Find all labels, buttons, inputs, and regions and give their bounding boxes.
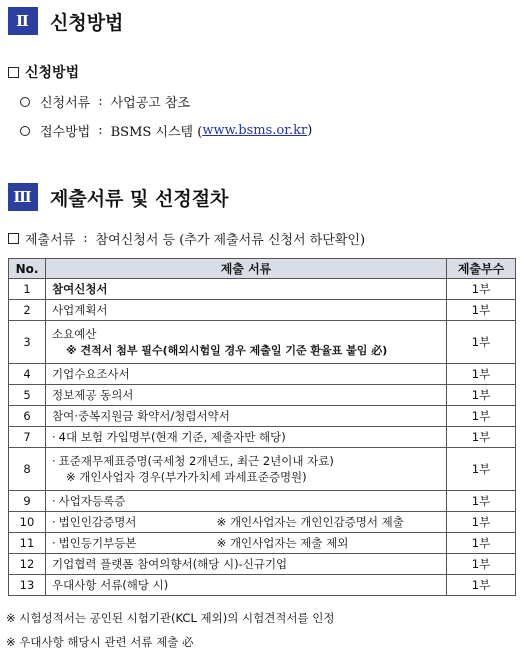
bullet-dot: · <box>52 454 56 468</box>
bullet-dot: · <box>52 515 56 529</box>
section-header <box>8 183 228 211</box>
section-header <box>8 7 123 35</box>
footnote: ※ 우대사항 해당시 관련 서류 제출 必 <box>6 635 194 649</box>
row-qty: 1부 <box>447 512 516 533</box>
bullet-dot: · <box>52 494 56 508</box>
item-label: 신청서류 <box>40 96 91 111</box>
row-doc-cell <box>46 512 447 533</box>
section-number: Ⅱ <box>8 7 38 35</box>
table-header-row <box>9 259 516 279</box>
row-qty: 1부 <box>447 406 516 427</box>
table-row <box>9 533 516 554</box>
header-no: No. <box>9 259 46 279</box>
row-qty: 1부 <box>447 448 516 491</box>
row-doc-cell <box>46 533 447 554</box>
row-aside: ※ 개인사업자는 개인인감증명서 제출 <box>216 515 404 529</box>
row-doc: 참여·중복지원금 확약서/청렴서약서 <box>46 406 447 427</box>
item-value: BSMS 시스템 ( <box>110 125 203 140</box>
submit-note <box>8 229 365 248</box>
submit-separator: : <box>83 231 88 246</box>
table-row <box>9 300 516 321</box>
row-qty: 1부 <box>447 554 516 575</box>
circle-bullet-icon <box>20 97 30 107</box>
row-no: 12 <box>9 554 46 575</box>
item-separator: : <box>98 94 103 109</box>
section-title: 신청방법 <box>50 11 124 34</box>
apply-heading <box>8 62 79 82</box>
row-doc: 법인등기부등본 <box>58 536 137 550</box>
table-row <box>9 575 516 596</box>
item-separator: : <box>98 123 103 138</box>
section-number: Ⅲ <box>8 183 38 211</box>
table-row <box>9 491 516 512</box>
row-doc: 소요예산 <box>52 327 97 341</box>
apply-item-method <box>20 121 312 140</box>
item-label: 접수방법 <box>40 125 91 140</box>
header-doc: 제출 서류 <box>46 259 447 279</box>
row-no: 3 <box>9 321 46 364</box>
row-no: 6 <box>9 406 46 427</box>
row-doc-cell <box>46 321 447 364</box>
row-no: 5 <box>9 385 46 406</box>
row-no: 13 <box>9 575 46 596</box>
table-row <box>9 321 516 364</box>
row-doc: 참여신청서 <box>46 279 447 300</box>
bullet-dot: · <box>52 430 56 444</box>
table-row <box>9 448 516 491</box>
table-row <box>9 364 516 385</box>
row-no: 7 <box>9 427 46 448</box>
row-doc-cell <box>46 427 447 448</box>
row-note: ※ 견적서 첨부 필수(해외시험일 경우 제출일 기준 환율표 붙임 必) <box>66 344 388 357</box>
table-row <box>9 427 516 448</box>
row-qty: 1부 <box>447 491 516 512</box>
documents-table <box>8 258 516 596</box>
row-note: ※ 개인사업자 경우(부가가치세 과세표준증명원) <box>66 470 307 484</box>
row-doc-cell <box>46 491 447 512</box>
row-aside: ※ 개인사업자는 제출 제외 <box>216 536 349 550</box>
row-doc-cell <box>46 448 447 491</box>
submit-value: 참여신청서 등 (추가 제출서류 신청서 하단확인) <box>95 233 366 248</box>
row-no: 9 <box>9 491 46 512</box>
row-no: 1 <box>9 279 46 300</box>
row-no: 2 <box>9 300 46 321</box>
row-qty: 1부 <box>447 385 516 406</box>
row-qty: 1부 <box>447 533 516 554</box>
apply-heading-label: 신청방법 <box>25 65 80 81</box>
row-doc: 표준재무제표증명(국세청 2개년도, 최근 2년이내 자료) <box>58 454 334 468</box>
row-qty: 1부 <box>447 575 516 596</box>
row-doc: 우대사항 서류(해당 시) <box>46 575 447 596</box>
row-qty: 1부 <box>447 321 516 364</box>
item-value: 사업공고 참조 <box>110 96 191 111</box>
row-qty: 1부 <box>447 427 516 448</box>
header-qty: 제출부수 <box>447 259 516 279</box>
item-tail: ) <box>307 123 313 138</box>
bullet-dot: · <box>52 536 56 550</box>
bsms-link[interactable]: www.bsms.or.kr <box>202 123 308 138</box>
checkbox-square-icon <box>8 233 19 244</box>
row-doc: 사업자등록증 <box>58 494 126 508</box>
table-row <box>9 406 516 427</box>
table-row <box>9 512 516 533</box>
row-qty: 1부 <box>447 279 516 300</box>
table-row <box>9 385 516 406</box>
row-no: 10 <box>9 512 46 533</box>
row-doc: 사업계획서 <box>46 300 447 321</box>
row-doc: 기업협력 플랫폼 참여의향서(해당 시)-신규기업 <box>46 554 447 575</box>
row-no: 8 <box>9 448 46 491</box>
row-qty: 1부 <box>447 364 516 385</box>
row-qty: 1부 <box>447 300 516 321</box>
apply-item-documents <box>20 92 190 111</box>
row-doc: 기업수요조사서 <box>46 364 447 385</box>
section-title: 제출서류 및 선정절차 <box>50 187 229 210</box>
submit-label: 제출서류 <box>25 233 76 248</box>
row-doc: 4대 보험 가입명부(현재 기준, 제출자만 해당) <box>58 430 286 444</box>
checkbox-square-icon <box>8 67 19 78</box>
row-doc: 법인인감증명서 <box>58 515 137 529</box>
row-doc: 정보제공 동의서 <box>46 385 447 406</box>
table-row <box>9 279 516 300</box>
row-no: 4 <box>9 364 46 385</box>
circle-bullet-icon <box>20 126 30 136</box>
footnote: ※ 시험성적서는 공인된 시험기관(KCL 제외)의 시험견적서를 인정 <box>6 611 335 625</box>
row-no: 11 <box>9 533 46 554</box>
table-row <box>9 554 516 575</box>
